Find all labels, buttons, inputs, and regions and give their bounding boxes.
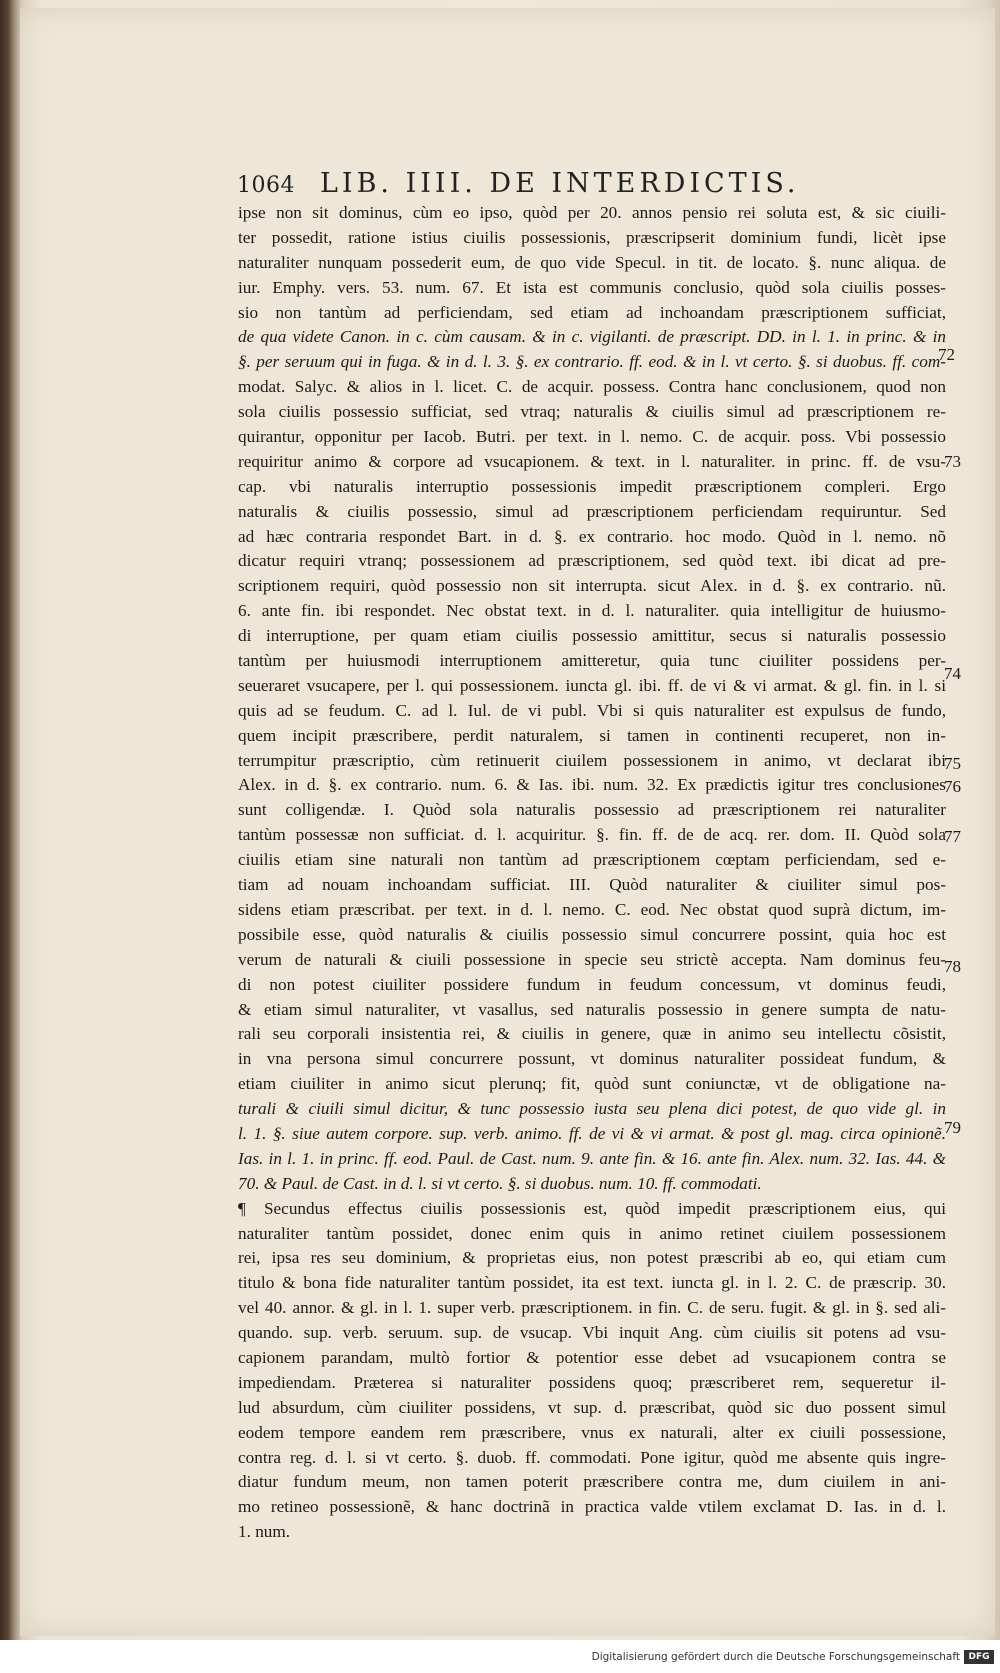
dfg-logo: DFG <box>964 1650 994 1664</box>
text-line: etiam ciuiliter in animo sicut plerunq; fit, quòd sunt coniunctæ, vt de obligatione na- <box>238 1074 946 1094</box>
text-line: sunt colligendæ. I. Quòd sola naturalis possessio ad præscriptionem rei naturaliter <box>238 800 946 820</box>
text-line: rei, ipsa res seu dominium, & proprietas eius, non potest præscribi ab eo, qui etiam cum <box>238 1248 946 1268</box>
text-line: ipse non sit dominus, cùm eo ipso, quòd per 20. annos pensio rei soluta est, & sic ciuili- <box>238 203 946 222</box>
text-line: di non potest ciuiliter possidere fundum in feudum concessum, vt dominus feudi, <box>238 974 946 994</box>
text-block <box>238 201 946 1545</box>
text-line: ciuilis etiam sine naturali non tantùm ad præscriptionem cœptam perficiendam, sed e- <box>238 850 946 870</box>
margin-number: 78 <box>944 957 961 976</box>
text-line: 6. ante fin. ibi respondet. Nec obstat text. in d. l. naturaliter. quia intelligitur de huiusmo- <box>238 601 946 621</box>
margin-number: 76 <box>944 777 961 796</box>
text-line: tantùm per huiusmodi interruptionem amitteretur, quia tunc ciuiliter possidens per- <box>238 651 946 671</box>
running-head: LIB. IIII. DE INTERDICTIS. <box>320 168 800 199</box>
text-line: modat. Salyc. & alios in l. licet. C. de acquir. possess. Contra hanc conclusionem, quod non <box>238 377 946 397</box>
text-line: vel 40. annor. & gl. in l. 1. super verb. præscriptionem. in fin. C. de seru. fugit. & gl. in §. sed ali- <box>238 1298 946 1318</box>
text-line: cap. vbi naturalis interruptio possessionis impedit præscriptionem compleri. Ergo <box>238 476 946 496</box>
text-line: titulo & bona fide naturaliter tantùm possidet, ita est text. iuncta gl. in l. 2. C. de præscrip. 30. <box>238 1273 946 1293</box>
text-line: scriptionem requiri, quòd possessio non sit interrupta. sicut Alex. in d. §. ex contrario. nũ. <box>238 576 946 596</box>
text-line: turali & ciuili simul dicitur, & tunc possessio iusta seu plena dici potest, de quo vide gl. in <box>238 1099 946 1119</box>
text-line: §. per seruum qui in fuga. & in d. l. 3. §. ex contrario. ff. eod. & in l. vt certo. §. si duobus. ff. com- <box>238 352 946 372</box>
text-line: lud absurdum, cùm ciuiliter possidens, vt sup. d. præscribat, quòd sic duo possent simul <box>238 1397 946 1417</box>
text-line: seueraret vsucapere, per l. qui possessionem. iuncta gl. ibi. ff. de vi & vi armat. & gl. fin. in l. si <box>238 675 946 695</box>
text-line: ad hæc contraria respondet Bart. in d. §. ex contrario. hoc modo. Quòd in l. nemo. nõ <box>238 526 946 546</box>
margin-number: 75 <box>944 754 961 773</box>
text-line: possibile esse, quòd naturalis & ciuilis possessio simul concurrere possint, quia hoc est <box>238 924 946 944</box>
margin-number: 79 <box>944 1118 961 1137</box>
text-line: in vna persona simul concurrere possunt, vt dominus naturaliter possideat fundum, & <box>238 1049 946 1069</box>
text-line: naturaliter nunquam possederit eum, de quo vide Specul. in tit. de locato. §. nunc aliqua. de <box>238 252 946 272</box>
text-line: sio non tantùm ad perficiendam, sed etiam ad inchoandam præscriptionem sufficiat, <box>238 302 946 322</box>
margin-number: 77 <box>944 827 961 846</box>
text-line: Ias. in l. 1. in princ. ff. eod. Paul. de Cast. num. 9. ante fin. & 16. ante fin. Alex. num. 32. Ias. 44. & <box>238 1148 946 1168</box>
text-line: iur. Emphy. vers. 53. num. 67. Et ista est communis conclusio, quòd sola ciuilis posses- <box>238 277 946 297</box>
text-line: 70. & Paul. de Cast. in d. l. si vt certo. §. si duobus. num. 10. ff. commodati. <box>238 1173 762 1193</box>
text-line: diatur fundum meum, non tamen poterit præscribere contra me, dum ciuilem in ani- <box>238 1472 946 1492</box>
text-line: eodem tempore eandem rem præscribere, vnus ex naturali, alter ex ciuili possessione, <box>238 1422 946 1442</box>
text-line: verum de naturali & ciuili possessione in specie seu strictè accepta. Nam dominus feu- <box>238 949 946 969</box>
text-line: impediendam. Præterea si naturaliter possidens quoq; præscriberet rem, sequeretur il- <box>238 1372 946 1392</box>
text-line: contra reg. d. l. si vt certo. §. duob. ff. commodati. Pone igitur, quòd me absente quis ingre- <box>238 1447 946 1467</box>
margin-number: 73 <box>944 452 961 471</box>
text-line: di interruptione, per quam etiam ciuilis possessio amittitur, secus si naturalis possessio <box>238 626 946 646</box>
footer-credit: Digitalisierung gefördert durch die Deutsche Forschungsgemeinschaft <box>591 1651 960 1663</box>
text-line: ¶ Secundus effectus ciuilis possessionis est, quòd impedit præscriptionem eius, qui <box>238 1198 946 1218</box>
text-line: tiam ad nouam inchoandam sufficiat. III. Quòd naturaliter & ciuiliter simul pos- <box>238 875 946 895</box>
text-line: capionem parandam, multò fortior & potentior esse debet ad vsucapionem contra se <box>238 1347 946 1367</box>
text-line: tantùm possessæ non sufficiat. d. l. acquiritur. §. fin. ff. de de acq. rer. dom. II. Quòd sola <box>238 825 946 845</box>
text-line: quis ad se feudum. C. ad l. Iul. de vi publ. Vbi si quis naturaliter est expulsus de fundo, <box>238 700 946 720</box>
margin-number: 72 <box>938 345 955 364</box>
text-line: sola ciuilis possessio sufficiat, sed vtraq; naturalis & ciuilis simul ad præscriptionem re- <box>238 402 946 422</box>
text-line: & etiam simul naturaliter, vt vasallus, sed naturalis possessio in genere sumpta de natu- <box>238 999 946 1019</box>
text-line: rali seu corporali insistentia rei, & ciuilis in genere, quæ in animo seu intellectu cõsistit, <box>238 1024 946 1044</box>
text-line: dicatur requiri vtranq; possessionem ad præscriptionem, sed quòd text. ibi dicat ad pre- <box>238 551 946 571</box>
text-line: requiritur animo & corpore ad vsucapionem. & text. in l. naturaliter. in princ. ff. de vsu- <box>238 451 946 471</box>
text-line: l. 1. §. siue autem corpore. sup. verb. animo. ff. de vi & vi armat. & post gl. mag. circa opinionẽ. <box>238 1123 946 1143</box>
text-line: naturalis & ciuilis possessio, simul ad præscriptionem perficiendam requiruntur. Sed <box>238 501 946 521</box>
text-line: quem incipit præscribere, perdit naturalem, si tamen in continenti recuperet, non in- <box>238 725 946 745</box>
margin-number: 74 <box>944 664 961 683</box>
text-line: 1. num. <box>238 1522 291 1542</box>
text-line: quando. sup. verb. seruum. sup. de vsucap. Vbi inquit Ang. cùm ciuilis sit potens ad vsu- <box>238 1323 946 1343</box>
text-line: sidens etiam præscribat. per text. in d. l. nemo. C. eod. Nec obstat quod suprà dictum, im- <box>238 899 946 919</box>
text-line: mo retineo possessionẽ, & hanc doctrinã in practica valde vtilem exclamat D. Ias. in d. l. <box>238 1497 946 1517</box>
text-line: naturaliter tantùm possidet, donec enim quis in animo retinet ciuilem possessionem <box>238 1223 946 1243</box>
page-number: 1064 <box>237 173 295 198</box>
text-line: ter possedit, ratione istius ciuilis possessionis, præscripserit dominium fundi, licèt ipse <box>238 227 946 247</box>
text-line: quirantur, opponitur per Iacob. Butri. per text. in l. nemo. C. de acquir. poss. Vbi possessio <box>238 427 946 447</box>
text-line: terrumpitur præscriptio, cùm retinuerit ciuilem possessionem in animo, vt declarat ibi <box>238 750 946 770</box>
text-line: de qua videte Canon. in c. cùm causam. & in c. vigilanti. de præscript. DD. in l. 1. in princ. & in <box>238 327 946 347</box>
text-line: Alex. in d. §. ex contrario. num. 6. & Ias. ibi. num. 32. Ex prædictis igitur tres conclusiones <box>238 775 946 795</box>
